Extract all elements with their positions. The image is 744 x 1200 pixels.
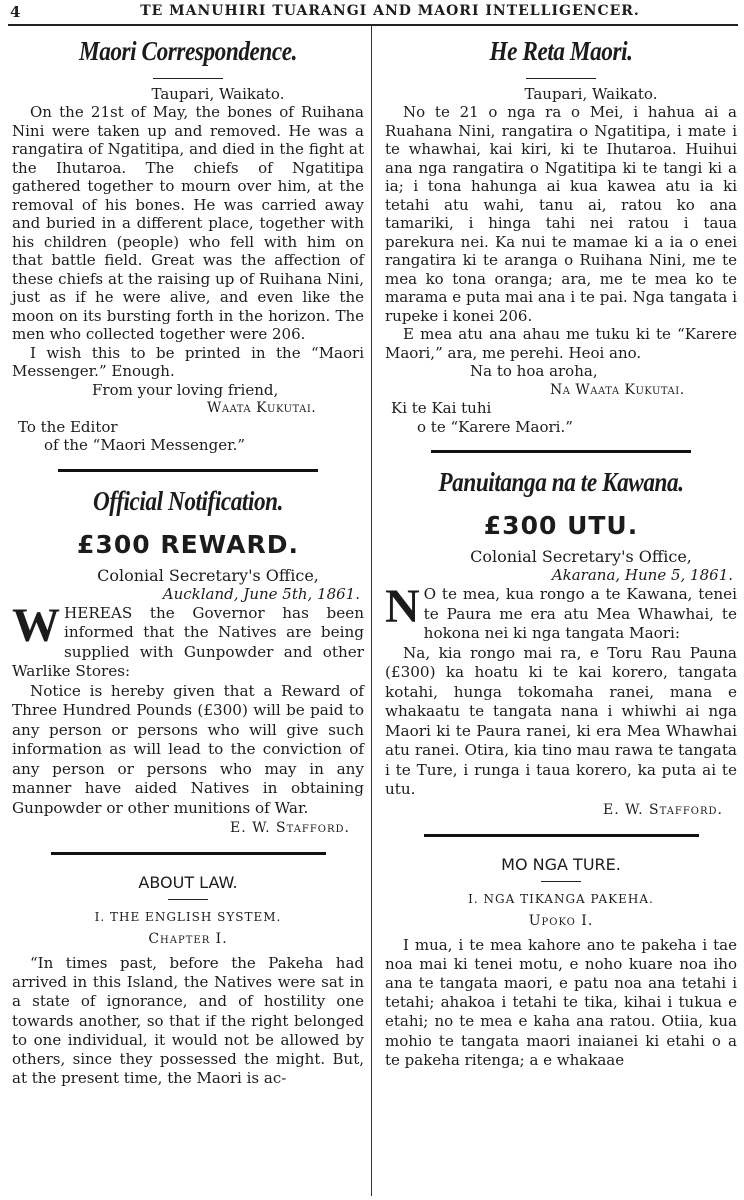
heading-rule [541, 881, 581, 882]
notice-paragraph-1: O te mea, kua rongo a te Kawana, tenei te Paura me era atu Mea Whawhai, te hokona nei ki nga tangata Maori: [423, 585, 737, 642]
law-text: “In times past, before the Pakeha had arrived in this Island, the Natives were sat in a state of ignorance, and of hostility one towards another, so that if the right belonged to one individual, it would not be allowed by others, since they possessed the might. But, at the present time, the Maori is ac- [12, 954, 364, 1088]
letter-closing: From your loving friend, [92, 380, 279, 399]
maori-column [385, 26, 737, 1070]
page-header [0, 0, 744, 24]
section-rule [424, 834, 699, 837]
notice-signature: E. W. Stafford. [603, 801, 723, 818]
section-rule [51, 852, 326, 855]
law-text-block [385, 936, 737, 1070]
notice-date: Auckland, June 5th, 1861. [162, 584, 360, 603]
panuitanga-heading: Panuitanga na te Kawana. [438, 467, 684, 497]
notice-paragraph-2: Notice is hereby given that a Reward of Three Hundred Pounds (£300) will be paid to any person or persons who will give such information as will lead to the conviction of any person or persons who may in any manner have aided Natives in obtaining Gunpowder or other munitions of War. [12, 681, 364, 817]
notice-body [12, 598, 364, 819]
notice-paragraph-1: HEREAS the Governor has been informed that the Natives are being supplied with Gunpowder and other Warlike Stores: [12, 603, 364, 680]
law-chapter: Upoko I. [528, 912, 594, 929]
letter-request: I wish this to be printed in the “Maori Messenger.” Enough. [12, 343, 364, 380]
heading-rule [153, 78, 223, 79]
drop-cap: W [12, 598, 60, 652]
heading-rule [526, 78, 596, 79]
letter-signature: Waata Kukutai. [207, 400, 317, 416]
law-text: I mua, i te mea kahore ano te pakeha i tae noa mai ki tenei motu, e noho kuare noa iho ana te tangata maori, e patu noa ana tetahi i tetahi; ahakoa i tetahi te tika, kihai i tukua e etahi; no te mea e kaha ana ratou. Otiia, kua mohio te tangata maori inaianei ki etahi o a te pakeha ritenga; a e whakaae [385, 935, 737, 1069]
notice-heading: Official Notification. [92, 485, 284, 516]
law-subheading: I. THE ENGLISH SYSTEM. [94, 910, 282, 924]
section-rule [58, 469, 318, 472]
section-rule [431, 450, 691, 453]
drop-cap: N [385, 580, 420, 633]
law-text-block [12, 954, 364, 1088]
utu-heading: £300 UTU. [483, 511, 639, 540]
heading-rule [168, 899, 208, 900]
notice-paragraph-2: Na, kia rongo mai ra, e Toru Rau Pauna (£300) ka hoatu ki te kai korero, tangata kotahi, hunga tokomaha ranei, mana e whakaatu te tangata nana i whiwhi ai nga Maori ki te Paura ranei, ki era Mea Whawhai atu ranei. Otira, kia tino mau rawa te tangata i te Ture, i runga i taua korero, ka puta ai te utu. [385, 643, 737, 798]
reta-heading: He Reta Maori. [489, 36, 633, 66]
letter-request: E mea atu ana ahau me tuku ki te “Karere Maori,” ara, me perehi. Heoi ano. [385, 325, 737, 362]
addressee-line-2: o te “Karere Maori.” [417, 417, 573, 436]
masthead-title: TE MANUHIRI TUARANGI AND MAORI INTELLIGENCER. [140, 3, 640, 19]
addressee-line-1: Ki te Kai tuhi [391, 399, 492, 417]
addressee-line-2: of the “Maori Messenger.” [44, 436, 246, 454]
notice-signature: E. W. Stafford. [230, 820, 350, 836]
notice-date: Akarana, Hune 5, 1861. [551, 566, 733, 584]
reward-heading: £300 REWARD. [77, 529, 299, 559]
law-chapter: Chapter I. [148, 931, 228, 947]
law-heading: MO NGA TURE. [501, 854, 621, 874]
english-column [12, 26, 364, 1088]
notice-body [385, 580, 737, 800]
letter-body: No te 21 o nga ra o Mei, i hahua ai a Ruahana Nini, rangatira o Ngatitipa, i mate i te whawhai, kai kiri, ki te Ihutaroa. Huihui ana nga rangatira o Ngatitipa ki te tangi ki a ia; i tona hahunga ai kua kawea atu ia ki tetahi atu wahi, tanu ai, ratou ko ana tamariki, i hinga tahi nei ratou i taua parekura nei. Ka nui te mamae ki a ia o enei rangatira ki te aranga o Ruihana Nini, me te mea ko tona oranga; ara, me te mea ko te marama e puta mai ana i te pai. Nga tangata i rupeke i konei 206. [385, 103, 737, 325]
column-divider [371, 26, 372, 1196]
law-heading: ABOUT LAW. [138, 873, 238, 892]
letter-body: On the 21st of May, the bones of Ruihana Nini were taken up and removed. He was a rangatira of Ngatitipa, and died in the fight at the Ihutaroa. The chiefs of Ngatitipa gathered together to mourn over him, at the removal of his bones. He was carried away and buried in a different place, together with his children (people) who fell with him on that battle field. Great was the affection of these chiefs at the raising up of Ruihana Nini, just as if he were alive, and even like the moon on its bursting forth in the horizon. The men who collected together were 206. [12, 103, 364, 343]
law-subheading: I. NGA TIKANGA PAKEHA. [468, 891, 654, 906]
letter-place: Taupari, Waikato. [151, 85, 285, 103]
letter-signature: Na Waata Kukutai. [550, 381, 685, 398]
notice-office: Colonial Secretary's Office, [470, 547, 692, 566]
correspondence-heading: Maori Correspondence. [78, 36, 298, 66]
addressee-line-1: To the Editor [18, 417, 118, 436]
letter-closing: Na to hoa aroha, [470, 362, 598, 380]
notice-office: Colonial Secretary's Office, [97, 565, 319, 585]
page-number: 4 [10, 3, 21, 21]
letter-place: Taupari, Waikato. [524, 85, 658, 103]
